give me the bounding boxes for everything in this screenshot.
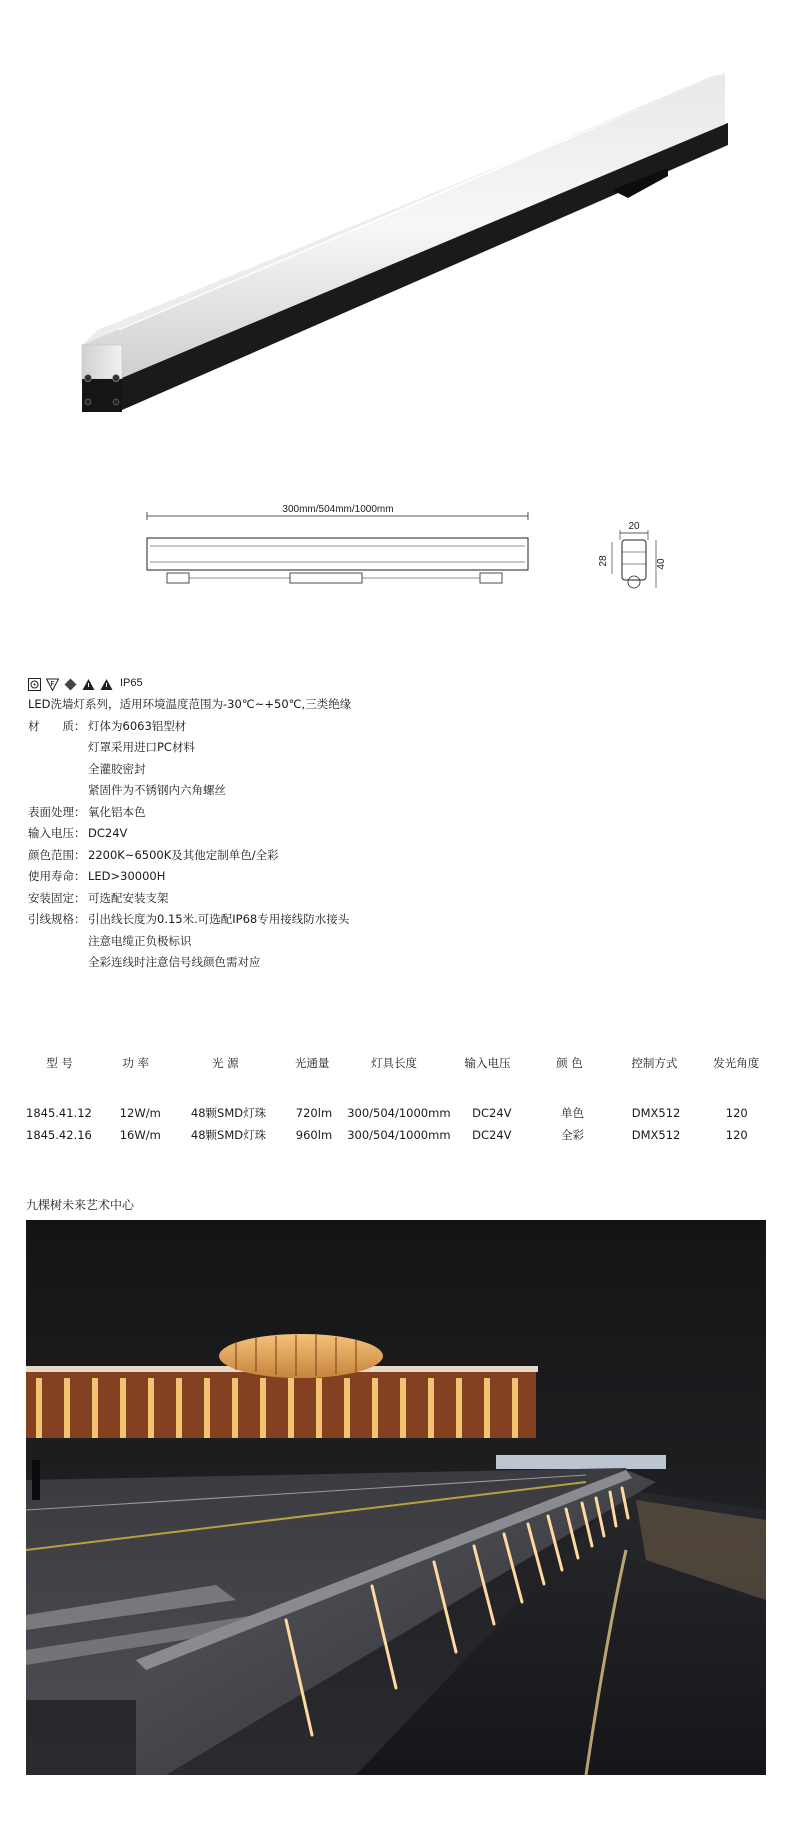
- spec-intro: LED洗墙灯系列，适用环境温度范围为-30℃~+50℃,三类绝缘: [28, 697, 352, 711]
- table-header: 输入电压: [464, 1056, 511, 1070]
- table-row: [20, 1124, 770, 1146]
- spec-value: 可选配安装支架: [88, 890, 169, 905]
- product-render: [0, 0, 790, 460]
- spec-value: 氧化铝本色: [88, 804, 146, 819]
- spec-label: 输入电压：: [28, 826, 86, 840]
- table-header: 光通量: [294, 1056, 330, 1070]
- table-cell: 16W/m: [119, 1128, 161, 1142]
- table-cell: DC24V: [472, 1106, 512, 1120]
- spec-value: 引出线长度为0.15米.可选配IP68专用接线防水接头: [88, 912, 350, 926]
- spec-value: 注意电缆正负极标识: [88, 933, 192, 948]
- table-cell: 1845.41.12: [26, 1106, 92, 1120]
- table-cell: DMX512: [631, 1128, 681, 1142]
- spec-value: 紧固件为不锈钢内六角螺丝: [88, 783, 226, 797]
- spec-table: [20, 1052, 770, 1146]
- photo-caption: 九棵树未来艺术中心: [26, 1198, 135, 1212]
- table-cell: 120: [725, 1106, 748, 1120]
- table-cell: 960lm: [295, 1128, 333, 1142]
- length-dimension-label: 300mm/504mm/1000mm: [282, 504, 394, 515]
- table-cell: DMX512: [631, 1106, 681, 1120]
- project-photo: [26, 1220, 766, 1775]
- spec-value: DC24V: [88, 826, 128, 840]
- spec-value: LED>30000H: [88, 869, 166, 883]
- dimension-drawing: [0, 500, 790, 610]
- height-dimension-label-left: 28: [598, 555, 609, 567]
- spec-value: 全彩连线时注意信号线颜色需对应: [88, 955, 261, 969]
- table-cell: 300/504/1000mm: [347, 1128, 451, 1142]
- spec-color: [28, 845, 768, 867]
- table-cell: 120: [725, 1128, 748, 1142]
- table-cell: 48颗SMD灯珠: [190, 1128, 267, 1142]
- spec-label: 材 质：: [28, 718, 86, 733]
- table-header-row: [20, 1052, 770, 1074]
- f-mark-icon: [46, 678, 59, 691]
- table-header: 发光角度: [713, 1056, 760, 1070]
- table-header: 控制方式: [631, 1056, 678, 1070]
- spec-surface: [28, 802, 768, 824]
- spec-value: 灯体为6063铝型材: [88, 718, 187, 733]
- table-header: 颜 色: [556, 1056, 583, 1070]
- spec-value: 灯罩采用进口PC材料: [88, 740, 195, 754]
- svg-text:F: F: [50, 680, 55, 688]
- table-header: 型 号: [46, 1056, 73, 1070]
- ip-rating: IP65: [120, 677, 143, 690]
- spec-material: [28, 716, 768, 738]
- table-cell: 1845.42.16: [26, 1128, 92, 1142]
- spec-value: 2200K~6500K及其他定制单色/全彩: [88, 847, 279, 862]
- table-cell: 全彩: [561, 1128, 585, 1142]
- table-row: [20, 1102, 770, 1124]
- spec-life: [28, 866, 768, 888]
- spec-value: 全灌胶密封: [88, 761, 146, 776]
- height-dimension-label-right: 40: [656, 558, 667, 570]
- spec-voltage: [28, 823, 768, 845]
- spec-label: 使用寿命：: [28, 869, 86, 883]
- table-header: 灯具长度: [371, 1056, 418, 1070]
- table-cell: 12W/m: [119, 1106, 161, 1120]
- table-cell: DC24V: [472, 1128, 512, 1142]
- diamond-mark-icon: [64, 678, 77, 691]
- spec-label: 引线规格：: [28, 912, 86, 926]
- table-header: 光 源: [212, 1056, 239, 1070]
- table-cell: 720lm: [295, 1106, 333, 1120]
- spec-block: [28, 674, 768, 974]
- table-cell: 48颗SMD灯珠: [190, 1106, 267, 1120]
- table-cell: 单色: [561, 1106, 585, 1120]
- ce-mark-icon: [28, 678, 41, 691]
- warning-mark-icon: [100, 678, 113, 691]
- table-header: 功 率: [122, 1056, 149, 1070]
- spec-label: 表面处理：: [28, 804, 86, 819]
- spec-install: [28, 888, 768, 910]
- cert-row: [28, 674, 768, 694]
- spec-lead: [28, 909, 768, 931]
- spec-label: 安装固定：: [28, 890, 86, 905]
- spec-label: 颜色范围：: [28, 847, 86, 862]
- width-dimension-label: 20: [628, 521, 640, 532]
- warning-mark-icon: [82, 678, 95, 691]
- table-cell: 300/504/1000mm: [347, 1106, 451, 1120]
